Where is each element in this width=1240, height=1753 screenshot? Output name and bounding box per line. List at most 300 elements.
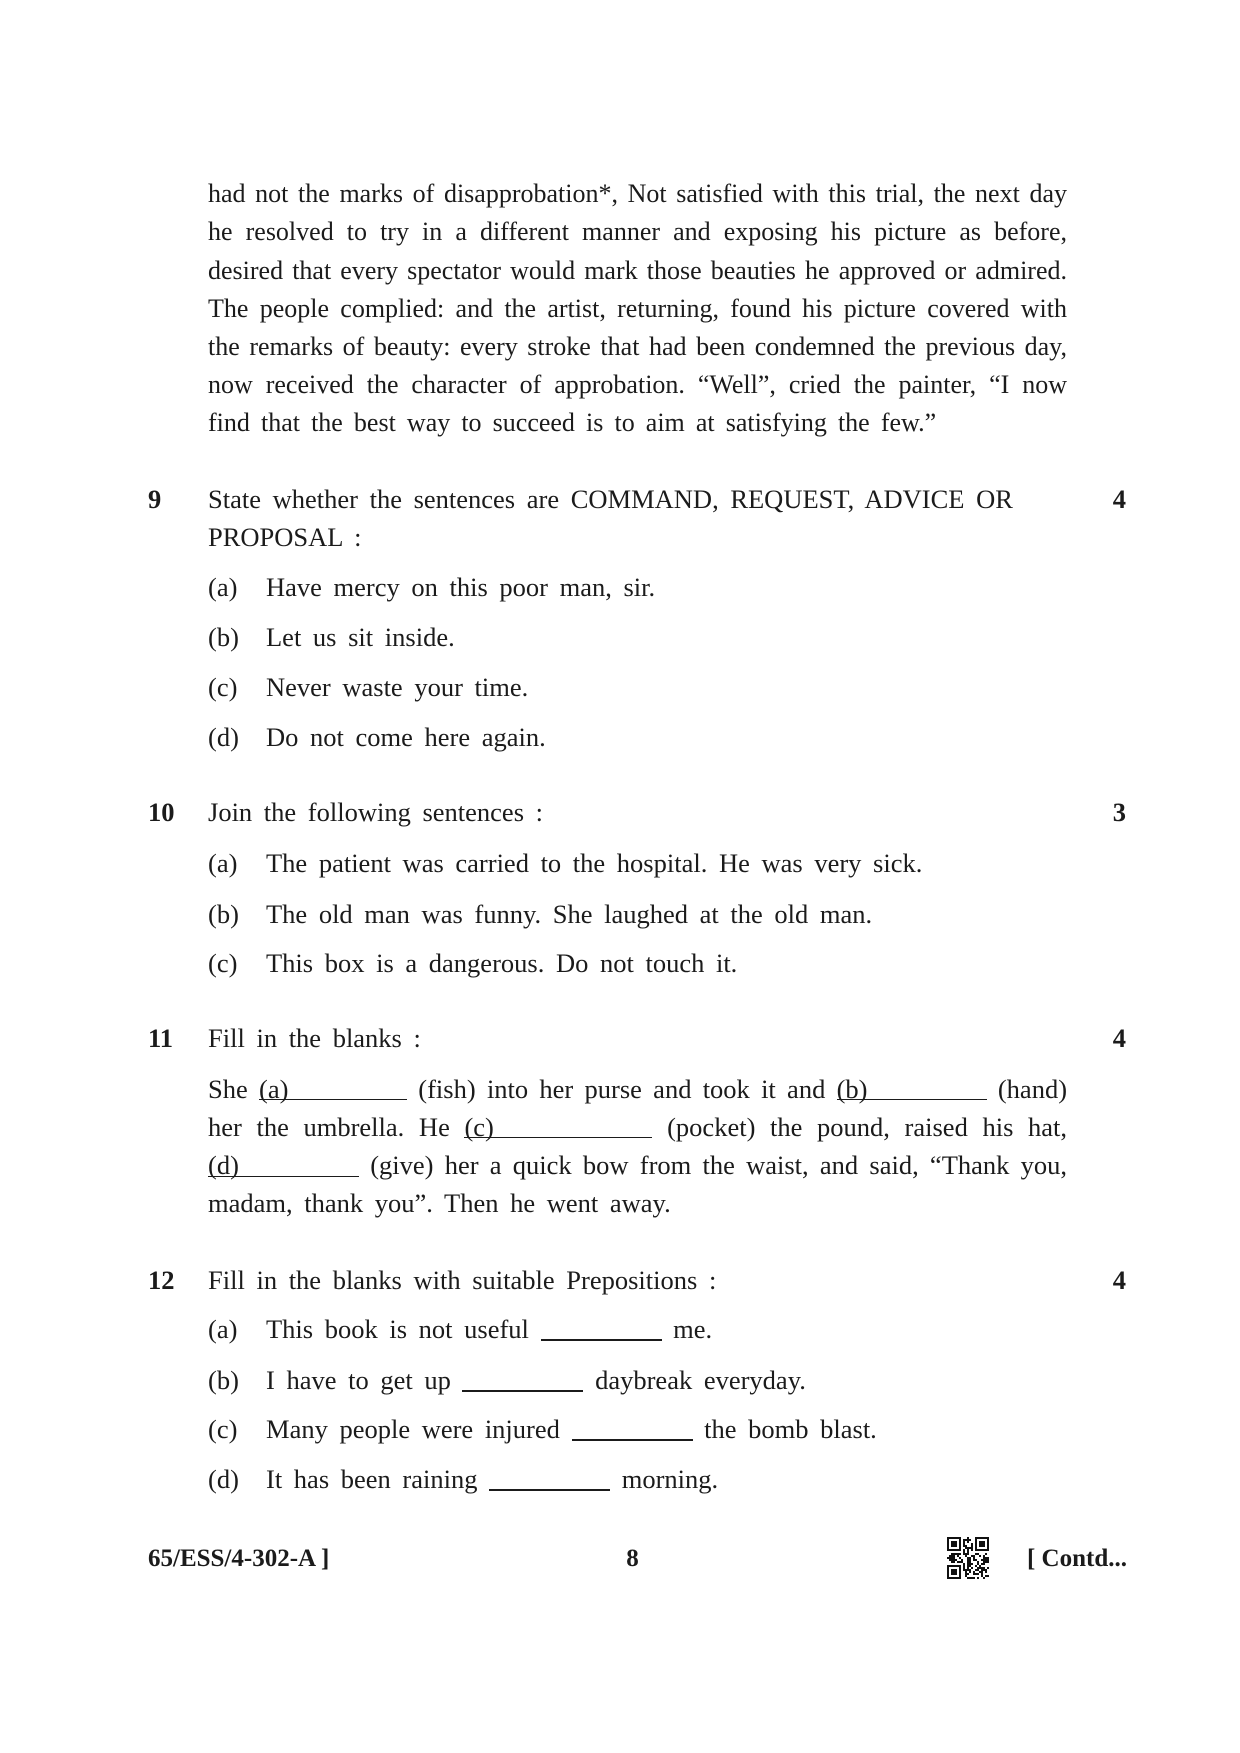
qr-module: [987, 1543, 989, 1545]
qr-module: [951, 1541, 953, 1543]
qr-module: [963, 1563, 965, 1565]
fill-text: (hand): [997, 1073, 1068, 1104]
qr-module: [959, 1575, 961, 1577]
qr-module: [947, 1565, 949, 1567]
qr-module: [971, 1549, 973, 1551]
fill-text: (give) her a quick bow from the waist, and said, “Thank you,: [370, 1150, 1067, 1181]
qr-module: [951, 1569, 953, 1571]
item-label: (c): [208, 671, 238, 702]
qr-module: [955, 1565, 957, 1567]
qr-module: [987, 1575, 989, 1577]
qr-module: [977, 1577, 979, 1579]
qr-module: [955, 1569, 957, 1571]
qr-module: [975, 1547, 977, 1549]
qr-module: [959, 1571, 961, 1573]
qr-module: [967, 1559, 969, 1561]
fill-paragraph-line: [208, 1108, 1067, 1146]
qr-module: [979, 1545, 981, 1547]
qr-module: [975, 1559, 977, 1561]
qr-module: [953, 1557, 955, 1559]
qr-module: [969, 1565, 971, 1567]
qr-module: [951, 1559, 953, 1561]
item-label: (d): [208, 1463, 239, 1494]
qr-module: [951, 1565, 953, 1567]
qr-module: [987, 1561, 989, 1563]
qr-module: [977, 1563, 979, 1565]
qr-module: [969, 1557, 971, 1559]
item-label: (c): [208, 948, 238, 978]
qr-module: [975, 1565, 977, 1567]
qr-module: [955, 1545, 957, 1547]
qr-module: [981, 1543, 983, 1545]
qr-module: [951, 1561, 953, 1563]
qr-module: [967, 1557, 969, 1559]
question-prompt-12: Fill in the blanks with suitable Prepositions :: [208, 1264, 717, 1295]
qr-module: [963, 1551, 965, 1553]
qr-module: [971, 1545, 973, 1547]
qr-module: [953, 1555, 955, 1557]
qr-module: [957, 1577, 959, 1579]
question-number-11: 11: [148, 1023, 174, 1054]
qr-module: [981, 1541, 983, 1543]
qr-module: [987, 1549, 989, 1551]
qr-module: [953, 1549, 955, 1551]
qr-module: [987, 1567, 989, 1569]
preposition-blank: [489, 1489, 610, 1491]
qr-module: [969, 1577, 971, 1579]
blank-a: (a): [259, 1076, 407, 1103]
qr-module: [985, 1537, 987, 1539]
qr-module: [963, 1545, 965, 1547]
qr-module: [957, 1553, 959, 1555]
question-prompt-9-cont: PROPOSAL :: [208, 522, 362, 552]
qr-module: [965, 1555, 967, 1557]
qr-module: [981, 1563, 983, 1565]
qr-module: [949, 1559, 951, 1561]
qr-module: [985, 1557, 987, 1559]
qr-module: [961, 1561, 963, 1563]
qr-module: [985, 1549, 987, 1551]
qr-module: [977, 1553, 979, 1555]
item-text: The patient was carried to the hospital. He was very sick.: [266, 848, 923, 878]
qr-module: [965, 1573, 967, 1575]
item-text: This box is a dangerous. Do not touch it.: [266, 948, 738, 978]
qr-module: [977, 1573, 979, 1575]
qr-module: [953, 1577, 955, 1579]
qr-module: [987, 1539, 989, 1541]
qr-module: [959, 1567, 961, 1569]
qr-module: [979, 1565, 981, 1567]
qr-module: [951, 1557, 953, 1559]
qr-module: [959, 1569, 961, 1571]
continued-label: [ Contd...: [1026, 1544, 1127, 1572]
qr-module: [975, 1549, 977, 1551]
qr-module: [953, 1545, 955, 1547]
qr-module: [985, 1561, 987, 1563]
q9-item-c: [208, 668, 528, 706]
qr-module: [983, 1557, 985, 1559]
qr-module: [975, 1569, 977, 1571]
qr-module: [983, 1545, 985, 1547]
qr-module: [979, 1571, 981, 1573]
qr-module: [963, 1543, 965, 1545]
qr-module: [955, 1543, 957, 1545]
question-number-10: 10: [148, 797, 175, 828]
qr-module: [969, 1559, 971, 1561]
qr-module: [967, 1573, 969, 1575]
qr-module: [981, 1571, 983, 1573]
item-text: Do not come here again.: [266, 722, 546, 752]
qr-module: [977, 1537, 979, 1539]
qr-module: [963, 1565, 965, 1567]
qr-module: [947, 1543, 949, 1545]
qr-module: [953, 1573, 955, 1575]
question-marks-9: 4: [1112, 483, 1126, 514]
qr-module: [963, 1567, 965, 1569]
qr-module: [951, 1543, 953, 1545]
qr-module: [951, 1555, 953, 1557]
qr-module: [959, 1541, 961, 1543]
qr-module: [957, 1561, 959, 1563]
qr-module: [947, 1547, 949, 1549]
qr-module: [949, 1555, 951, 1557]
qr-module: [953, 1541, 955, 1543]
fill-text: She: [208, 1073, 248, 1104]
qr-module: [967, 1539, 969, 1541]
qr-module: [959, 1547, 961, 1549]
qr-module: [977, 1567, 979, 1569]
blank-c: (c): [464, 1114, 652, 1141]
item-text: Have mercy on this poor man, sir.: [266, 571, 656, 602]
qr-module: [967, 1551, 969, 1553]
qr-module: [951, 1549, 953, 1551]
qr-module: [981, 1559, 983, 1561]
qr-module: [949, 1537, 951, 1539]
qr-module: [953, 1553, 955, 1555]
qr-module: [983, 1537, 985, 1539]
preposition-blank: [462, 1390, 583, 1392]
qr-module: [971, 1547, 973, 1549]
fill-paragraph-line: [208, 1070, 1067, 1108]
item-label: (b): [208, 622, 239, 652]
item-label: (d): [208, 722, 239, 752]
q12-item-d: [208, 1460, 718, 1498]
item-text-after: daybreak everyday.: [595, 1364, 806, 1395]
item-label: (a): [208, 571, 238, 602]
qr-module: [959, 1545, 961, 1547]
qr-module: [955, 1573, 957, 1575]
item-text-before: I have to get up: [266, 1364, 451, 1395]
fill-paragraph: [208, 1070, 1067, 1223]
qr-module: [959, 1577, 961, 1579]
qr-module: [965, 1575, 967, 1577]
item-label: (a): [208, 1314, 238, 1345]
qr-module: [983, 1559, 985, 1561]
qr-module: [955, 1541, 957, 1543]
qr-module: [967, 1547, 969, 1549]
passage-line: find that the best way to succeed is to aim at satisfying the few.”: [208, 408, 937, 438]
qr-module: [983, 1563, 985, 1565]
qr-module: [963, 1541, 965, 1543]
qr-module: [969, 1569, 971, 1571]
fill-text: (pocket) the pound, raised his hat,: [667, 1111, 1068, 1142]
qr-module: [949, 1577, 951, 1579]
qr-module: [949, 1557, 951, 1559]
qr-module: [965, 1547, 967, 1549]
qr-module: [987, 1537, 989, 1539]
question-marks-10: 3: [1112, 797, 1126, 828]
question-marks-11: 4: [1112, 1023, 1126, 1054]
qr-module: [981, 1573, 983, 1575]
item-text-before: Many people were injured: [266, 1414, 560, 1445]
qr-module: [953, 1559, 955, 1561]
qr-module: [975, 1543, 977, 1545]
qr-module: [981, 1569, 983, 1571]
qr-module: [951, 1553, 953, 1555]
qr-module: [959, 1565, 961, 1567]
qr-module: [979, 1543, 981, 1545]
q9-item-d: [208, 718, 546, 756]
qr-module: [955, 1571, 957, 1573]
q10-item-a: [208, 844, 922, 882]
qr-module: [973, 1557, 975, 1559]
qr-module: [965, 1545, 967, 1547]
passage-line: now received the character of approbation. “Well”, cried the painter, “I now: [208, 370, 1067, 400]
qr-module: [955, 1559, 957, 1561]
preposition-blank: [572, 1439, 693, 1441]
passage-line: desired that every spectator would mark those beauties he approved or admired.: [208, 255, 1067, 285]
qr-module: [985, 1569, 987, 1571]
qr-module: [959, 1561, 961, 1563]
qr-module: [983, 1577, 985, 1579]
item-text: Let us sit inside.: [266, 622, 455, 652]
question-number-9: 9: [148, 483, 162, 514]
qr-module: [963, 1539, 965, 1541]
qr-module: [983, 1567, 985, 1569]
qr-module: [953, 1537, 955, 1539]
qr-module: [973, 1573, 975, 1575]
qr-module: [957, 1565, 959, 1567]
passage: [208, 175, 1067, 442]
qr-module: [975, 1573, 977, 1575]
qr-module: [975, 1541, 977, 1543]
qr-module: [961, 1559, 963, 1561]
item-label: (b): [208, 898, 239, 929]
item-label: (a): [208, 848, 238, 878]
qr-module: [967, 1553, 969, 1555]
qr-module: [947, 1577, 949, 1579]
qr-module: [971, 1543, 973, 1545]
passage-line: the remarks of beauty: every stroke that had been condemned the previous day,: [208, 332, 1067, 362]
qr-module: [975, 1553, 977, 1555]
qr-module: [967, 1563, 969, 1565]
qr-module: [967, 1549, 969, 1551]
qr-module: [969, 1547, 971, 1549]
qr-module: [969, 1571, 971, 1573]
qr-module: [947, 1545, 949, 1547]
question-number-12: 12: [148, 1264, 175, 1295]
qr-module: [981, 1545, 983, 1547]
fill-text: (fish) into her purse and took it and: [418, 1073, 826, 1104]
fill-text: madam, thank you”. Then he went away.: [208, 1188, 671, 1219]
blank-d: (d): [208, 1152, 359, 1179]
qr-module: [985, 1575, 987, 1577]
q9-item-a: [208, 568, 655, 606]
fill-paragraph-line: [208, 1146, 1067, 1184]
qr-module: [979, 1555, 981, 1557]
qr-module: [969, 1563, 971, 1565]
question-prompt-11: Fill in the blanks :: [208, 1023, 421, 1054]
qr-module: [985, 1571, 987, 1573]
qr-module: [983, 1569, 985, 1571]
qr-module: [987, 1541, 989, 1543]
qr-module: [949, 1549, 951, 1551]
item-text-after: me.: [673, 1314, 713, 1345]
q12-item-c: [208, 1410, 877, 1448]
qr-module: [963, 1553, 965, 1555]
qr-module: [967, 1577, 969, 1579]
qr-module: [981, 1549, 983, 1551]
passage-line: he resolved to try in a different manner and exposing his picture as before,: [208, 217, 1067, 247]
passage-line: had not the marks of disapprobation*, Not satisfied with this trial, the next day: [208, 179, 1067, 209]
qr-module: [947, 1557, 949, 1559]
qr-module: [959, 1549, 961, 1551]
item-text: The old man was funny. She laughed at the old man.: [266, 898, 873, 929]
qr-module: [947, 1539, 949, 1541]
qr-code: [947, 1537, 989, 1579]
qr-module: [987, 1545, 989, 1547]
qr-module: [947, 1569, 949, 1571]
q10-item-c: [208, 944, 737, 982]
qr-module: [983, 1543, 985, 1545]
qr-module: [955, 1553, 957, 1555]
qr-module: [985, 1559, 987, 1561]
qr-module: [957, 1549, 959, 1551]
qr-module: [953, 1571, 955, 1573]
qr-module: [947, 1571, 949, 1573]
qr-module: [947, 1541, 949, 1543]
paper-code: 65/ESS/4-302-A ]: [148, 1544, 330, 1572]
q12-item-b: [208, 1361, 806, 1399]
item-text-before: This book is not useful: [266, 1314, 529, 1345]
q12-item-a: [208, 1310, 712, 1348]
qr-module: [983, 1549, 985, 1551]
qr-module: [947, 1537, 949, 1539]
qr-module: [953, 1561, 955, 1563]
qr-module: [987, 1559, 989, 1561]
qr-module: [973, 1555, 975, 1557]
qr-module: [967, 1537, 969, 1539]
qr-module: [975, 1537, 977, 1539]
question-prompt-10: Join the following sentences :: [208, 797, 543, 828]
item-text-after: the bomb blast.: [704, 1414, 877, 1445]
qr-module: [953, 1569, 955, 1571]
qr-module: [959, 1553, 961, 1555]
qr-module: [969, 1539, 971, 1541]
qr-module: [971, 1563, 973, 1565]
qr-module: [959, 1543, 961, 1545]
qr-module: [981, 1537, 983, 1539]
qr-module: [955, 1537, 957, 1539]
qr-module: [985, 1553, 987, 1555]
q9-item-b: [208, 618, 455, 656]
qr-module: [965, 1553, 967, 1555]
qr-module: [967, 1569, 969, 1571]
qr-module: [953, 1543, 955, 1545]
qr-module: [965, 1539, 967, 1541]
question-prompt-9: State whether the sentences are COMMAND, REQUEST, ADVICE OR: [208, 483, 1013, 514]
qr-module: [949, 1565, 951, 1567]
qr-module: [959, 1557, 961, 1559]
qr-module: [957, 1555, 959, 1557]
qr-module: [951, 1573, 953, 1575]
qr-module: [973, 1559, 975, 1561]
qr-module: [951, 1537, 953, 1539]
qr-module: [967, 1561, 969, 1563]
qr-module: [959, 1537, 961, 1539]
qr-module: [947, 1575, 949, 1577]
question-marks-12: 4: [1112, 1264, 1126, 1295]
q10-item-b: [208, 895, 872, 933]
qr-module: [953, 1565, 955, 1567]
qr-module: [959, 1573, 961, 1575]
qr-module: [971, 1555, 973, 1557]
qr-module: [967, 1541, 969, 1543]
qr-module: [955, 1577, 957, 1579]
qr-module: [987, 1557, 989, 1559]
qr-module: [963, 1549, 965, 1551]
qr-module: [983, 1541, 985, 1543]
qr-module: [979, 1537, 981, 1539]
preposition-blank: [541, 1339, 662, 1341]
qr-module: [977, 1561, 979, 1563]
item-label: (b): [208, 1364, 239, 1395]
qr-module: [951, 1571, 953, 1573]
item-text-after: morning.: [621, 1463, 719, 1494]
qr-module: [957, 1537, 959, 1539]
qr-module: [955, 1549, 957, 1551]
qr-module: [947, 1549, 949, 1551]
item-text-before: It has been raining: [266, 1463, 478, 1494]
qr-module: [973, 1571, 975, 1573]
page-number: 8: [626, 1544, 639, 1572]
item-label: (c): [208, 1414, 238, 1445]
qr-module: [977, 1569, 979, 1571]
qr-module: [965, 1571, 967, 1573]
qr-module: [971, 1567, 973, 1569]
qr-module: [967, 1565, 969, 1567]
qr-module: [965, 1569, 967, 1571]
qr-module: [951, 1545, 953, 1547]
qr-module: [981, 1567, 983, 1569]
fill-paragraph-line: [208, 1184, 1067, 1222]
qr-module: [963, 1569, 965, 1571]
qr-module: [979, 1549, 981, 1551]
qr-module: [951, 1577, 953, 1579]
blank-b: (b): [837, 1076, 987, 1103]
qr-module: [977, 1549, 979, 1551]
passage-line: The people complied: and the artist, returning, found his picture covered with: [208, 293, 1067, 323]
qr-module: [971, 1577, 973, 1579]
qr-module: [983, 1555, 985, 1557]
qr-module: [979, 1567, 981, 1569]
qr-module: [981, 1575, 983, 1577]
item-text: Never waste your time.: [266, 671, 529, 702]
qr-module: [983, 1561, 985, 1563]
qr-module: [979, 1541, 981, 1543]
qr-module: [967, 1567, 969, 1569]
qr-module: [975, 1545, 977, 1547]
